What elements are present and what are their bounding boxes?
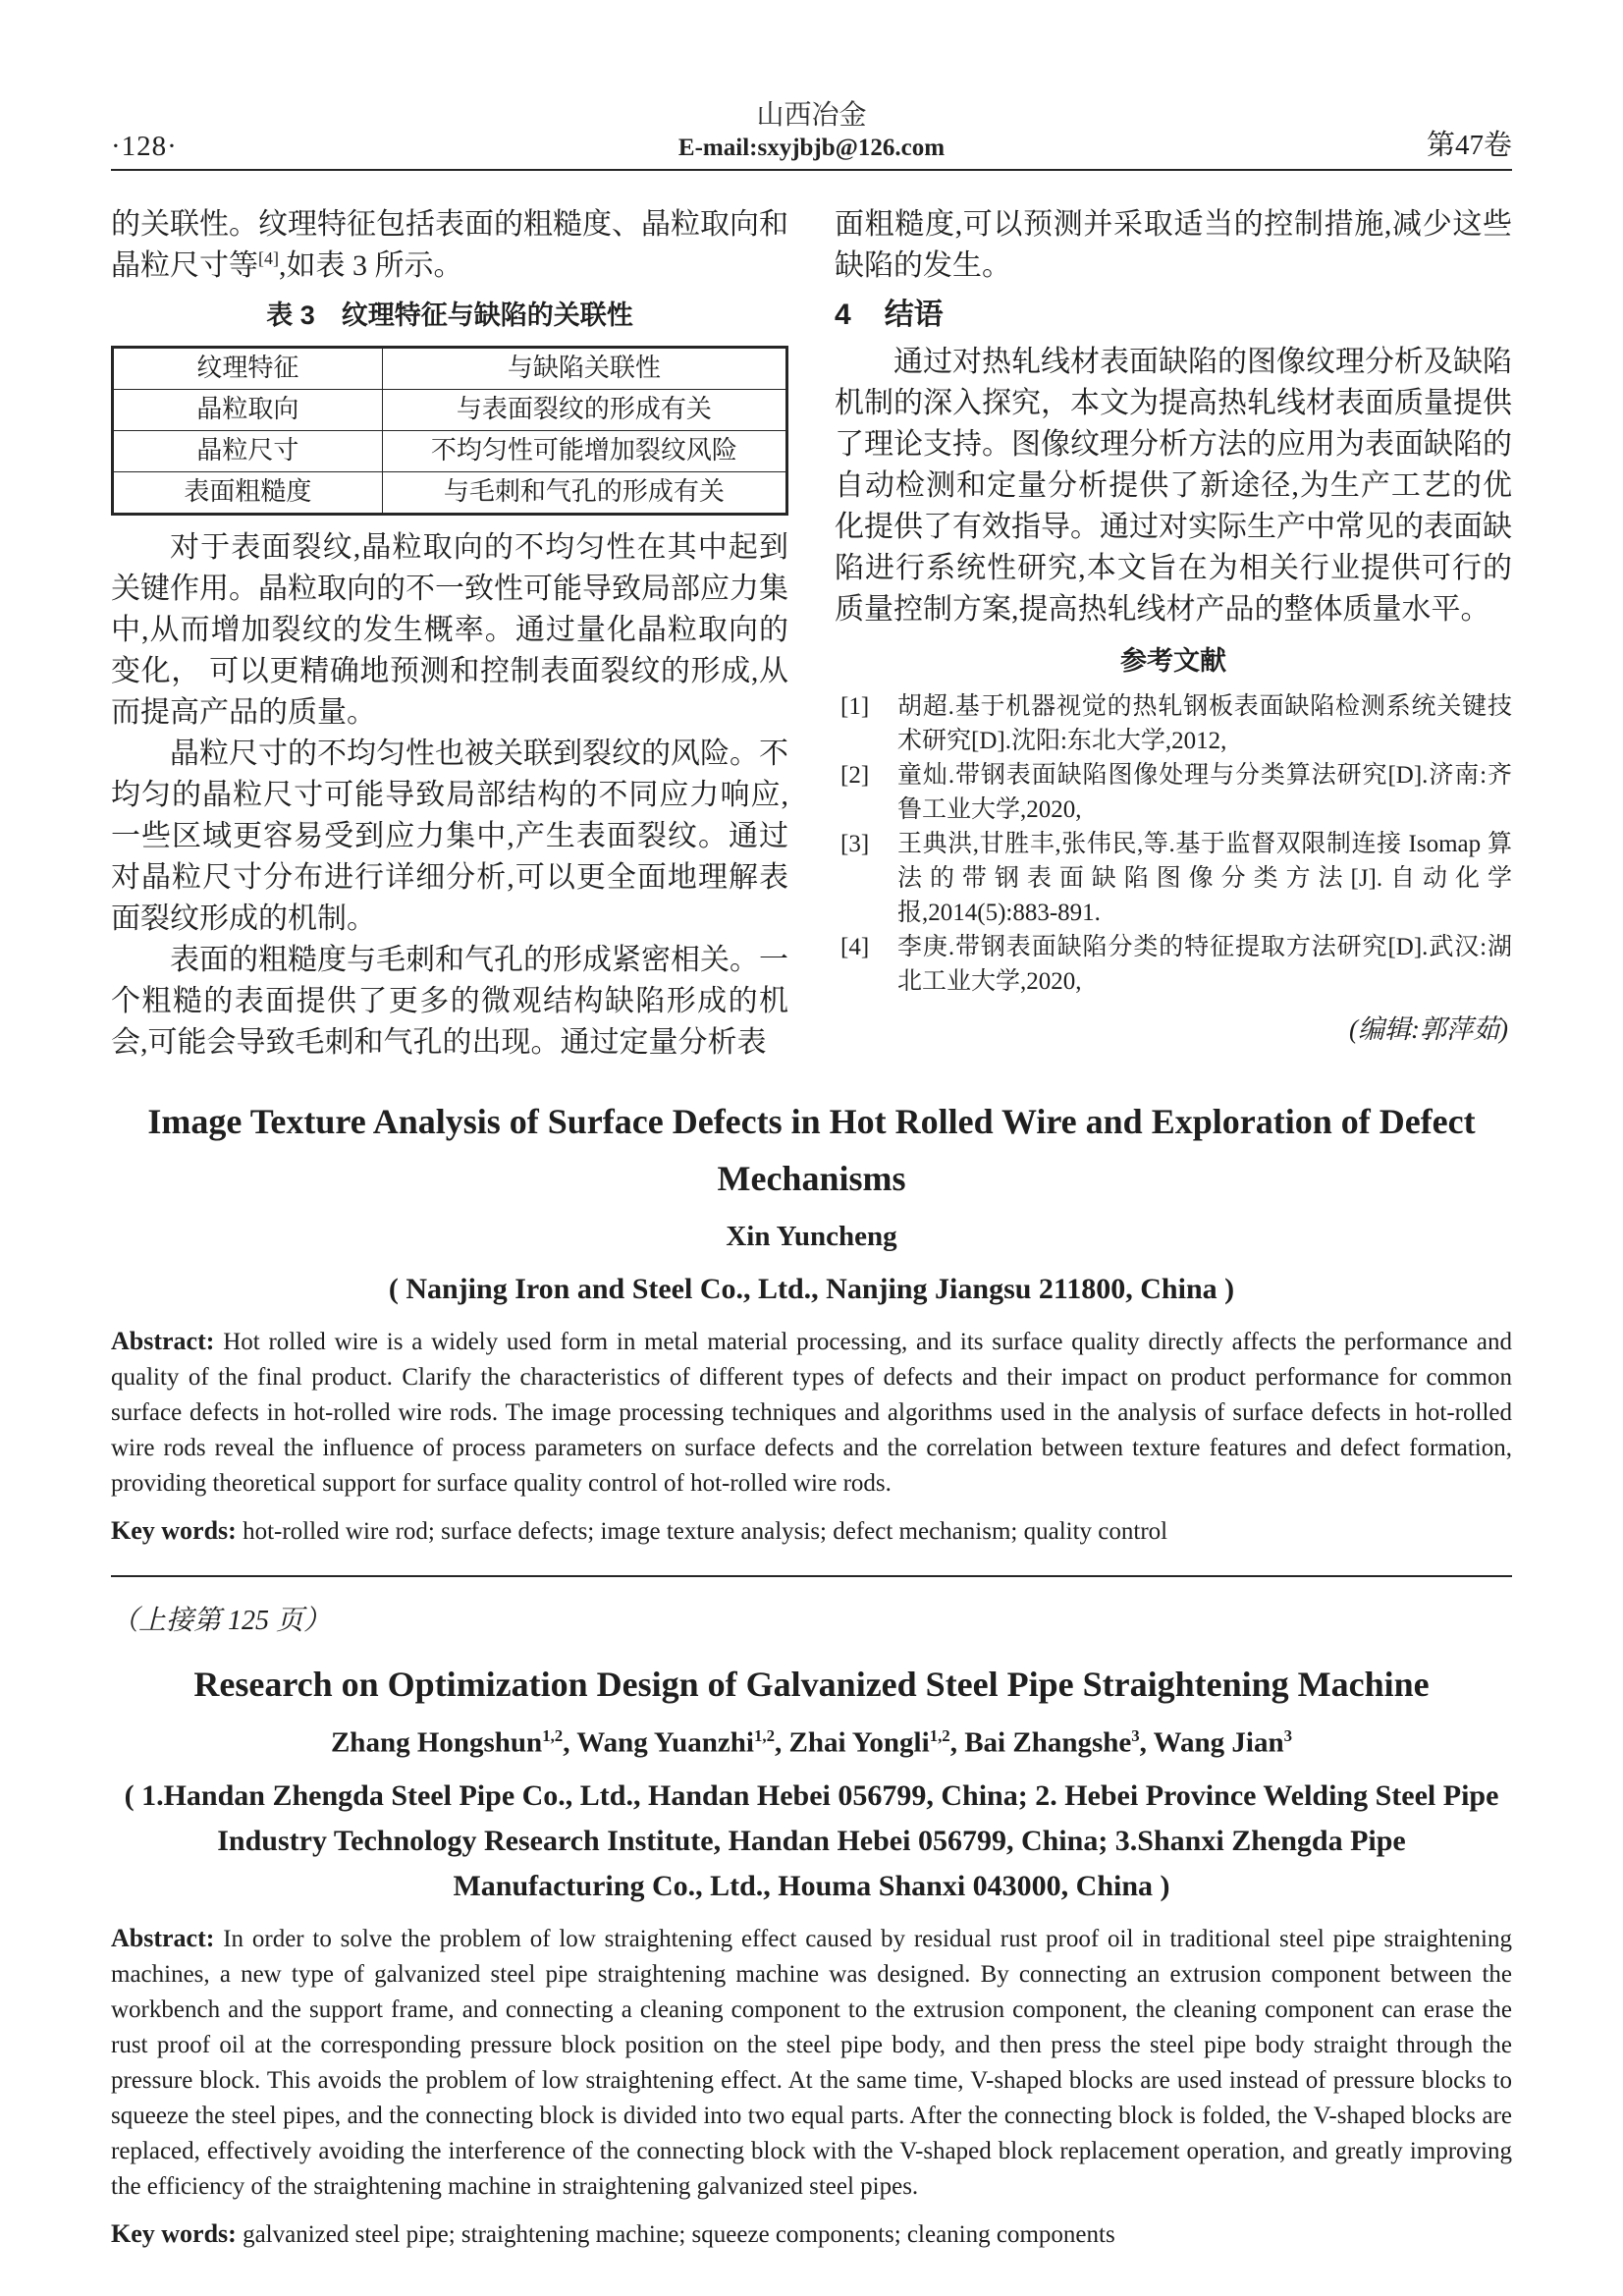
left-paragraph-1 — [111, 204, 788, 287]
article1-english-block — [111, 1093, 1512, 1550]
journal-email: E-mail:sxyjbjb@126.com — [677, 135, 946, 161]
section-title: 结语 — [884, 299, 944, 332]
continuation-note: （上接第 125 页） — [111, 1606, 332, 1637]
article2-keywords-label: Key words: — [111, 2218, 237, 2248]
table-cell: 表面粗糙度 — [113, 472, 383, 515]
reference-text: 胡超.基于机器视觉的热轧钢板表面缺陷检测系统关键技术研究[D].沈阳:东北大学,2012, — [897, 693, 1512, 755]
left-paragraph-1-text: 的关联性。纹理特征包括表面的粗糙度、晶粒取向和晶粒尺寸等 — [111, 208, 788, 283]
editor-note: (编辑:郭萍茹) — [1349, 1014, 1508, 1045]
left-paragraph-2: 对于表面裂纹,晶粒取向的不均匀性在其中起到关键作用。晶粒取向的不一致性可能导致局部应力集中,从而增加裂纹的发生概率。通过量化晶粒取向的变化， 可以更精确地预测和控制表面裂纹的形成,从而提高产品的质量。 — [111, 531, 788, 730]
author-name: Wang Yuanzhi — [576, 1726, 754, 1759]
article2-keywords — [111, 2216, 1512, 2253]
reference-number: [4] — [840, 934, 870, 961]
right-paragraph-1: 面粗糙度,可以预测并采取适当的控制措施,减少这些缺陷的发生。 — [835, 208, 1512, 283]
author-affiliation-superscript: 3 — [1283, 1726, 1293, 1746]
section-heading-conclusion — [835, 295, 1512, 336]
table-cell: 晶粒尺寸 — [113, 431, 383, 472]
section-number: 4 — [835, 299, 851, 332]
right-column — [835, 204, 1512, 1064]
reference-number: [1] — [840, 693, 870, 721]
author-name: Bai Zhangshe — [964, 1726, 1132, 1759]
article1-affiliation: ( Nanjing Iron and Steel Co., Ltd., Nanjing Jiangsu 211800, China ) — [388, 1273, 1235, 1306]
table3-caption: 表 3 纹理特征与缺陷的关联性 — [266, 301, 633, 331]
article2-affiliation: ( 1.Handan Zhengda Steel Pipe Co., Ltd., Handan Hebei 056799, China; 2. Hebei Province Welding Steel Pipe Industry Technology Research Institute, Handan Hebei 056799, China; 3.Shanxi Zhengda Pipe Manufacturing Co., Ltd., Houma Shanxi 043000, China ) — [124, 1778, 1499, 1902]
article2-title: Research on Optimization Design of Galvanized Steel Pipe Straightening Machine — [193, 1665, 1430, 1705]
reference-text: 李庚.带钢表面缺陷分类的特征提取方法研究[D].武汉:湖北工业大学,2020, — [897, 934, 1512, 996]
article1-keywords-text: hot-rolled wire rod; surface defects; image texture analysis; defect mechanism; quality control — [243, 1518, 1168, 1546]
article2-authors: Zhang Hongshun$^{1,2}$, Wang Yuanzhi$^{1,2}$, Zhai Yongli$^{1,2}$, Bai Zhangshe$^3$, Wang Jian$^3$ — [330, 1726, 1293, 1759]
texture-defect-table — [111, 346, 788, 516]
reference-item — [835, 758, 1512, 827]
page-number: ·128· — [111, 131, 178, 163]
author-name: Wang Jian — [1153, 1726, 1284, 1759]
article2-abstract-label: Abstract: — [111, 1923, 215, 1952]
citation-4-superscript: [4] — [258, 248, 279, 269]
left-paragraph-3: 晶粒尺寸的不均匀性也被关联到裂纹的风险。不均匀的晶粒尺寸可能导致局部结构的不同应力响应,一些区域更容易受到应力集中,产生表面裂纹。通过对晶粒尺寸分布进行详细分析,可以更全面地理解表面裂纹形成的机制。 — [111, 738, 788, 936]
table-row — [113, 431, 787, 472]
references-list — [835, 689, 1512, 999]
reference-text: 童灿.带钢表面缺陷图像处理与分类算法研究[D].济南:齐鲁工业大学,2020, — [897, 762, 1512, 824]
article1-keywords-label: Key words: — [111, 1516, 237, 1546]
article2-abstract-text: In order to solve the problem of low straightening effect caused by residual rust proof oil in traditional steel pipe straightening machines, a new type of galvanized steel pipe straightening machine was designed. By connecting an extrusion component between the workbench and the support frame, and connecting a cleaning component to the extrusion component, the cleaning component can erase the rust proof oil at the corresponding pressure block position on the steel pipe body, and then press the steel pipe body straight through the pressure block. This avoids the problem of low straightening effect. At the same time, V-shaped blocks are used instead of pressure blocks to squeeze the steel pipes, and the connecting block is divided into two equal parts. After the connecting block is folded, the V-shaped blocks are replaced, effectively avoiding the interference of the connecting block with the V-shaped block replacement operation, and greatly improving the efficiency of the straightening machine in straightening galvanized steel pipes. — [111, 1925, 1512, 2200]
author-affiliation-superscript: 1,2 — [542, 1726, 564, 1746]
reference-number: [3] — [840, 831, 870, 858]
table-cell: 与表面裂纹的形成有关 — [382, 390, 786, 431]
article1-author: Xin Yuncheng — [726, 1221, 897, 1253]
article1-abstract-text: Hot rolled wire is a widely used form in metal material processing, and its surface quality directly affects the performance and quality of the final product. Clarify the characteristics of different types of defects and their impact on product performance for common surface defects in hot-rolled wire rods. The image processing techniques and algorithms used in the analysis of surface defects in hot-rolled wire rods reveal the influence of process parameters on surface defects and the correlation between texture features and defect formation, providing theoretical support for surface quality control of hot-rolled wire rods. — [111, 1329, 1513, 1498]
page-header — [111, 98, 1512, 171]
table-row — [113, 472, 787, 515]
references-heading: 参考文献 — [1120, 646, 1226, 677]
article1-keywords — [111, 1513, 1512, 1550]
author-affiliation-superscript: 1,2 — [929, 1726, 950, 1746]
section-divider — [111, 1575, 1512, 1577]
article2-english-block — [111, 1656, 1512, 2253]
article1-abstract — [111, 1324, 1512, 1502]
left-paragraph-1-tail: ,如表 3 所示。 — [279, 249, 463, 283]
journal-title: 山西冶金 — [756, 100, 867, 131]
table-header-row — [113, 348, 787, 390]
reference-item — [835, 930, 1512, 999]
reference-item — [835, 689, 1512, 758]
reference-item — [835, 827, 1512, 930]
author-affiliation-superscript: 1,2 — [753, 1726, 775, 1746]
chinese-body-columns — [111, 204, 1512, 1064]
table-cell: 不均匀性可能增加裂纹风险 — [382, 431, 786, 472]
table-header-correlation: 与缺陷关联性 — [382, 348, 786, 390]
article2-abstract — [111, 1921, 1512, 2205]
article1-abstract-label: Abstract: — [111, 1327, 215, 1356]
table-row — [113, 390, 787, 431]
author-name: Zhang Hongshun — [330, 1726, 543, 1759]
left-column — [111, 204, 788, 1064]
volume-number: 第47卷 — [1426, 130, 1512, 162]
author-affiliation-superscript: 3 — [1131, 1726, 1140, 1746]
texture-table-body — [113, 390, 787, 515]
table-header-feature: 纹理特征 — [113, 348, 383, 390]
article1-title: Image Texture Analysis of Surface Defects in Hot Rolled Wire and Exploration of Defect Mechanisms — [147, 1102, 1476, 1199]
table-cell: 晶粒取向 — [113, 390, 383, 431]
left-paragraph-4: 表面的粗糙度与毛刺和气孔的形成紧密相关。一个粗糙的表面提供了更多的微观结构缺陷形成的机会,可能会导致毛刺和气孔的出现。通过定量分析表 — [111, 944, 788, 1060]
reference-number: [2] — [840, 762, 870, 790]
author-name: Zhai Yongli — [788, 1726, 930, 1759]
header-center — [337, 98, 1286, 163]
conclusion-paragraph: 通过对热轧线材表面缺陷的图像纹理分析及缺陷机制的深入探究，本文为提高热轧线材表面质量提供了理论支持。图像纹理分析方法的应用为表面缺陷的自动检测和定量分析提供了新途径,为生产工艺的优化提供了有效指导。通过对实际生产中常见的表面缺陷进行系统性研究,本文旨在为相关行业提供可行的质量控制方案,提高热轧线材产品的整体质量水平。 — [835, 346, 1512, 627]
table-cell: 与毛刺和气孔的形成有关 — [382, 472, 786, 515]
reference-text: 王典洪,甘胜丰,张伟民,等.基于监督双限制连接 Isomap 算法的带钢表面缺陷图像分类方法[J].自动化学报,2014(5):883-891. — [897, 831, 1512, 927]
article2-keywords-text: galvanized steel pipe; straightening machine; squeeze components; cleaning components — [243, 2220, 1115, 2248]
